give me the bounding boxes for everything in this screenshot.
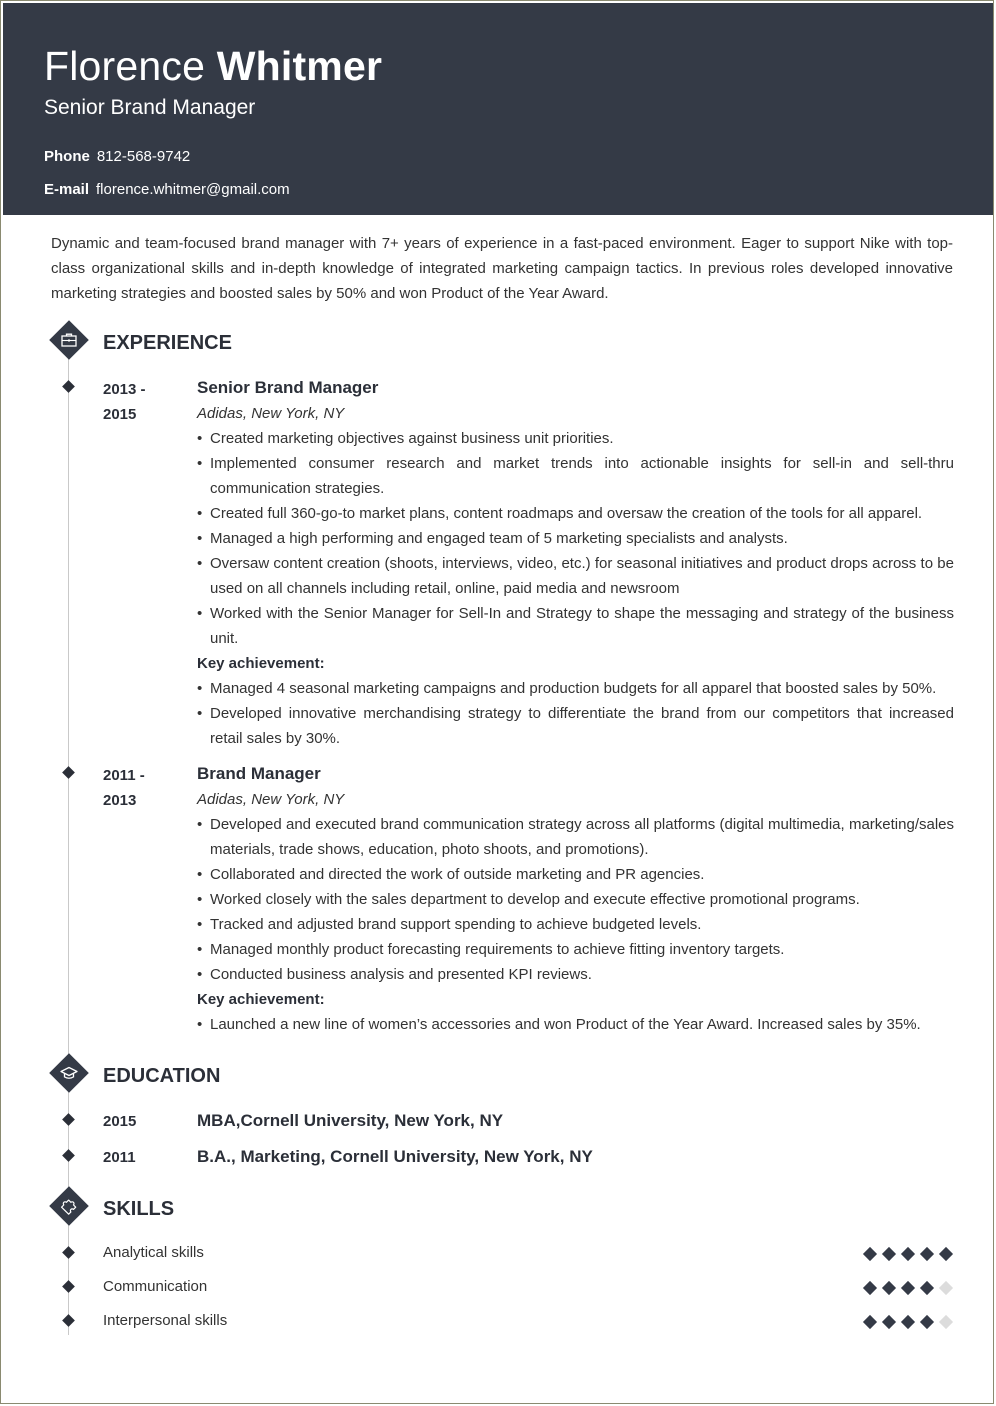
- timeline-marker: [62, 1314, 75, 1327]
- list-item: • Created full 360-go-to market plans, content roadmaps and oversaw the creation of the tools for all apparel.: [197, 501, 954, 526]
- rating-diamond-filled: [863, 1281, 877, 1295]
- list-item: • Conducted business analysis and presented KPI reviews.: [197, 962, 954, 987]
- first-name: Florence: [44, 43, 206, 89]
- email-row: [44, 180, 290, 200]
- job-2-company: Adidas, New York, NY: [197, 791, 345, 808]
- graduation-cap-icon: [51, 1055, 87, 1091]
- list-item: • Managed monthly product forecasting requirements to achieve fitting inventory targets.: [197, 937, 954, 962]
- education-2-year: 2011: [103, 1149, 136, 1166]
- education-2-degree: B.A., Marketing, Cornell University, New York, NY: [197, 1147, 593, 1166]
- rating-diamond-filled: [920, 1315, 934, 1329]
- experience-heading: EXPERIENCE: [103, 332, 232, 354]
- list-item: • Created marketing objectives against business unit priorities.: [197, 426, 954, 451]
- rating-diamond-filled: [920, 1281, 934, 1295]
- list-item: • Tracked and adjusted brand support spending to achieve budgeted levels.: [197, 912, 954, 937]
- job-2-date: [103, 763, 145, 813]
- list-item: • Oversaw content creation (shoots, interviews, video, etc.) for seasonal initiatives and product drops across to be used on all channels including retail, online, paid media and newsroom: [197, 551, 954, 601]
- last-name: Whitmer: [216, 43, 383, 89]
- job-2-achievements: [197, 1012, 954, 1037]
- rating-diamond-filled: [882, 1315, 896, 1329]
- rating-diamond-filled: [882, 1281, 896, 1295]
- timeline-marker: [62, 1113, 75, 1126]
- timeline-marker: [62, 1246, 75, 1259]
- job-1-bullets: [197, 426, 954, 651]
- job-title: Senior Brand Manager: [44, 96, 256, 119]
- resume-header: [3, 3, 993, 215]
- timeline-marker: [62, 380, 75, 393]
- skill-3-name: Interpersonal skills: [103, 1312, 228, 1329]
- rating-diamond-empty: [939, 1315, 953, 1329]
- job-2-date-start: 2011 -: [103, 767, 145, 784]
- rating-diamond-filled: [882, 1247, 896, 1261]
- job-1-date-end: 2015: [103, 406, 137, 423]
- skill-rating: [864, 1282, 954, 1294]
- rating-diamond-filled: [863, 1247, 877, 1261]
- education-1-degree: MBA,Cornell University, New York, NY: [197, 1111, 504, 1130]
- rating-diamond-filled: [920, 1247, 934, 1261]
- timeline-marker: [62, 1280, 75, 1293]
- email-value: florence.whitmer@gmail.com: [96, 181, 290, 198]
- job-2-bullets: [197, 812, 954, 987]
- summary: Dynamic and team-focused brand manager with 7+ years of experience in a fast-paced environment. Eager to support Nike with top-class organizational skills and in-depth knowledge of integrated marketing campaign tactics. In previous roles developed innovative marketing strategies and boosted sales by 50% and won Product of the Year Award.: [51, 235, 953, 302]
- list-item: • Developed and executed brand communication strategy across all platforms (digital multimedia, marketing/sales materials, trade shows, education, photo shoots, and promotions).: [197, 812, 954, 862]
- skill-1-name: Analytical skills: [103, 1244, 204, 1261]
- list-item: • Developed innovative merchandising strategy to differentiate the brand from our competitors that increased retail sales by 30%.: [197, 701, 954, 751]
- briefcase-icon: [51, 322, 87, 358]
- job-2-date-end: 2013: [103, 792, 137, 809]
- full-name: [44, 43, 382, 89]
- list-item: • Worked with the Senior Manager for Sell-In and Strategy to shape the messaging and strategy of the business unit.: [197, 601, 954, 651]
- education-heading: EDUCATION: [103, 1065, 221, 1087]
- list-item: • Worked closely with the sales department to develop and execute effective promotional programs.: [197, 887, 954, 912]
- rating-diamond-filled: [863, 1315, 877, 1329]
- rating-diamond-filled: [901, 1281, 915, 1295]
- rating-diamond-filled: [901, 1315, 915, 1329]
- education-1-year: 2015: [103, 1113, 137, 1130]
- list-item: • Implemented consumer research and market trends into actionable insights for sell-in and sell-thru communication strategies.: [197, 451, 954, 501]
- skill-rating: [864, 1248, 954, 1260]
- job-1-date: [103, 377, 146, 427]
- rating-diamond-filled: [939, 1247, 953, 1261]
- rating-diamond-empty: [939, 1281, 953, 1295]
- job-1-company: Adidas, New York, NY: [197, 405, 345, 422]
- list-item: • Collaborated and directed the work of outside marketing and PR agencies.: [197, 862, 954, 887]
- skill-2-name: Communication: [103, 1278, 208, 1295]
- job-1-title: Senior Brand Manager: [197, 378, 379, 397]
- timeline-marker: [62, 766, 75, 779]
- job-2-title: Brand Manager: [197, 764, 321, 783]
- puzzle-icon: [51, 1188, 87, 1224]
- rating-diamond-filled: [901, 1247, 915, 1261]
- job-2-achievement-label: Key achievement:: [197, 991, 325, 1008]
- phone-row: [44, 147, 190, 167]
- timeline-marker: [62, 1149, 75, 1162]
- list-item: • Managed 4 seasonal marketing campaigns and production budgets for all apparel that boosted sales by 50%.: [197, 676, 954, 701]
- job-1-date-start: 2013 -: [103, 381, 146, 398]
- job-1-achievements: [197, 676, 954, 751]
- phone-value: 812-568-9742: [96, 148, 191, 165]
- phone-label: Phone: [44, 148, 90, 165]
- skill-rating: [864, 1316, 954, 1328]
- email-label: E-mail: [44, 181, 90, 198]
- list-item: • Launched a new line of women’s accessories and won Product of the Year Award. Increased sales by 35%.: [197, 1012, 954, 1037]
- job-2: [197, 761, 954, 1037]
- skills-heading: SKILLS: [103, 1198, 175, 1220]
- list-item: • Managed a high performing and engaged team of 5 marketing specialists and analysts.: [197, 526, 954, 551]
- job-1: [197, 375, 954, 751]
- job-1-achievement-label: Key achievement:: [197, 655, 325, 672]
